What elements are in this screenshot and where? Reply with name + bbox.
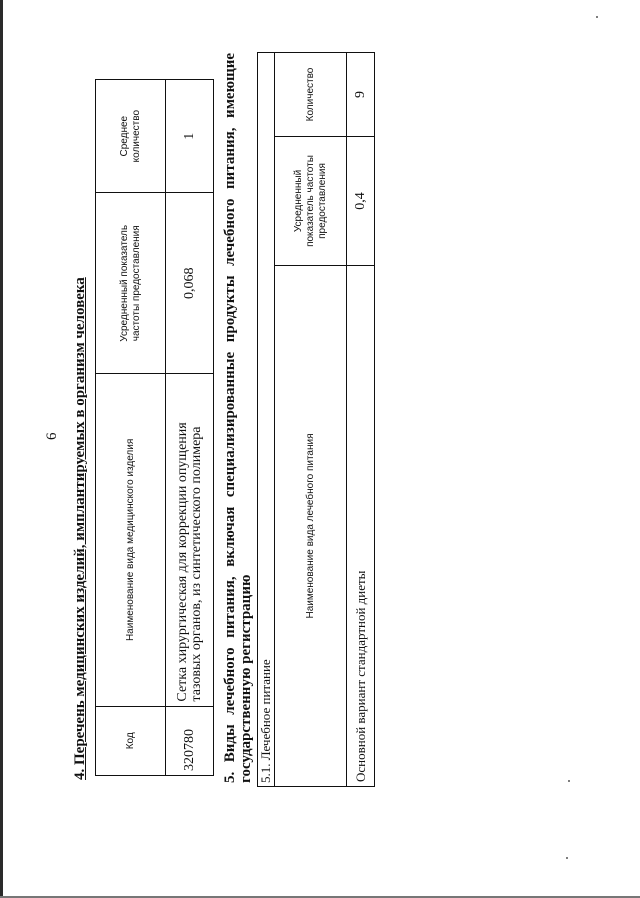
table-row xyxy=(166,80,214,776)
cell-frequency: 0,068 xyxy=(166,193,214,374)
col-header-quantity: Количество xyxy=(275,53,347,137)
cell-code: 320780 xyxy=(166,706,214,775)
implants-table xyxy=(95,79,214,776)
table-header-row xyxy=(275,53,347,787)
col-header-avg-quantity: Среднее количество xyxy=(96,80,166,193)
cell-quantity: 9 xyxy=(347,53,375,137)
col-header-code: Код xyxy=(96,706,166,775)
cell-device-name: Сетка хирургическая для коррекции опущения тазовых органов, из синтетического полимера xyxy=(166,374,214,706)
section-4-heading: 4. Перечень медицинских изделий, имплантируемых в организм человека xyxy=(72,277,88,780)
table-subheader-row xyxy=(258,53,275,787)
col-header-name: Наименование вида медицинского изделия xyxy=(96,374,166,706)
col-header-frequency: Усредненный показатель частоты предоставления xyxy=(96,193,166,374)
scan-speck xyxy=(596,16,598,18)
nutrition-table xyxy=(257,52,375,787)
cell-quantity: 1 xyxy=(166,80,214,193)
page-number: 6 xyxy=(44,432,60,440)
section-5-heading: 5. Виды лечебного питания, включая специализированные продукты лечебного питания, имеющие государственную регистрацию xyxy=(222,53,254,783)
nutrition-subheading: 5.1. Лечебное питание xyxy=(258,53,275,787)
table-row xyxy=(347,53,375,787)
rotated-page xyxy=(0,20,640,880)
cell-frequency: 0,4 xyxy=(347,137,375,266)
col-header-nutrition-name: Наименование вида лечебного питания xyxy=(275,266,347,787)
table-header-row xyxy=(96,80,166,776)
col-header-frequency: Усредненный показатель частоты предоставления xyxy=(275,137,347,266)
cell-nutrition-name: Основной вариант стандартной диеты xyxy=(347,266,375,787)
